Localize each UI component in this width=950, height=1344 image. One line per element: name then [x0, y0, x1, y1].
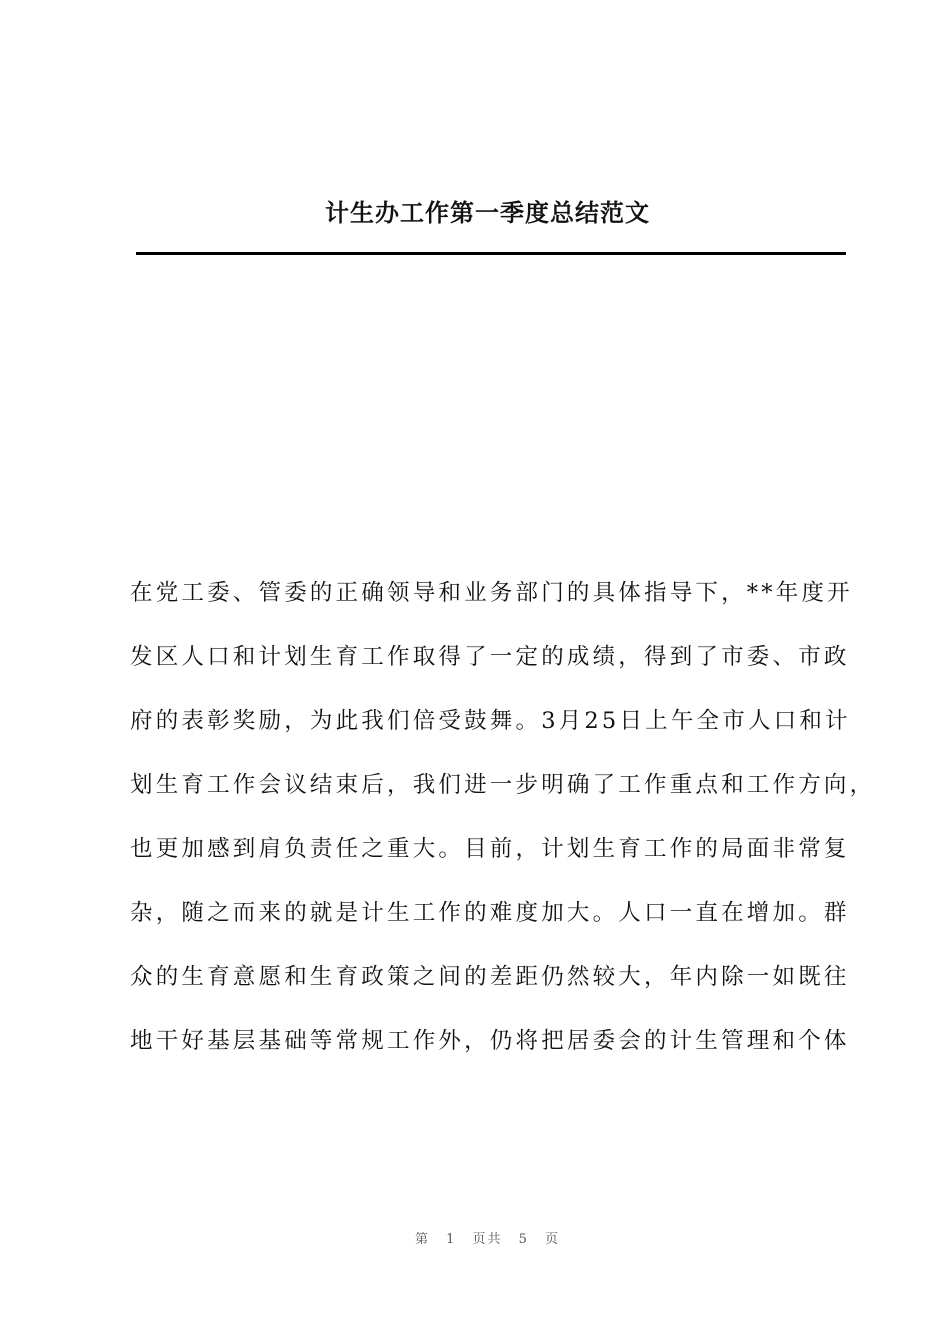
body-line: 划生育工作会议结束后，我们进一步明确了工作重点和工作方向， — [130, 772, 876, 798]
page-number-footer: 第 1 页共 5 页 — [414, 1232, 561, 1247]
body-line: 在党工委、管委的正确领导和业务部门的具体指导下，**年度开 — [130, 580, 853, 606]
body-line: 发区人口和计划生育工作取得了一定的成绩，得到了市委、市政 — [130, 644, 850, 670]
body-line: 地干好基层基础等常规工作外，仍将把居委会的计生管理和个体 — [130, 1028, 850, 1054]
title-underline — [136, 252, 846, 255]
body-paragraph — [130, 570, 876, 1082]
body-line: 府的表彰奖励，为此我们倍受鼓舞。3月25日上午全市人口和计 — [130, 708, 851, 734]
body-line: 众的生育意愿和生育政策之间的差距仍然较大，年内除一如既往 — [130, 964, 850, 990]
body-line: 杂，随之而来的就是计生工作的难度加大。人口一直在增加。群 — [130, 900, 850, 926]
body-line: 也更加感到肩负责任之重大。目前，计划生育工作的局面非常复 — [130, 836, 850, 862]
document-title: 计生办工作第一季度总结范文 — [325, 199, 650, 227]
